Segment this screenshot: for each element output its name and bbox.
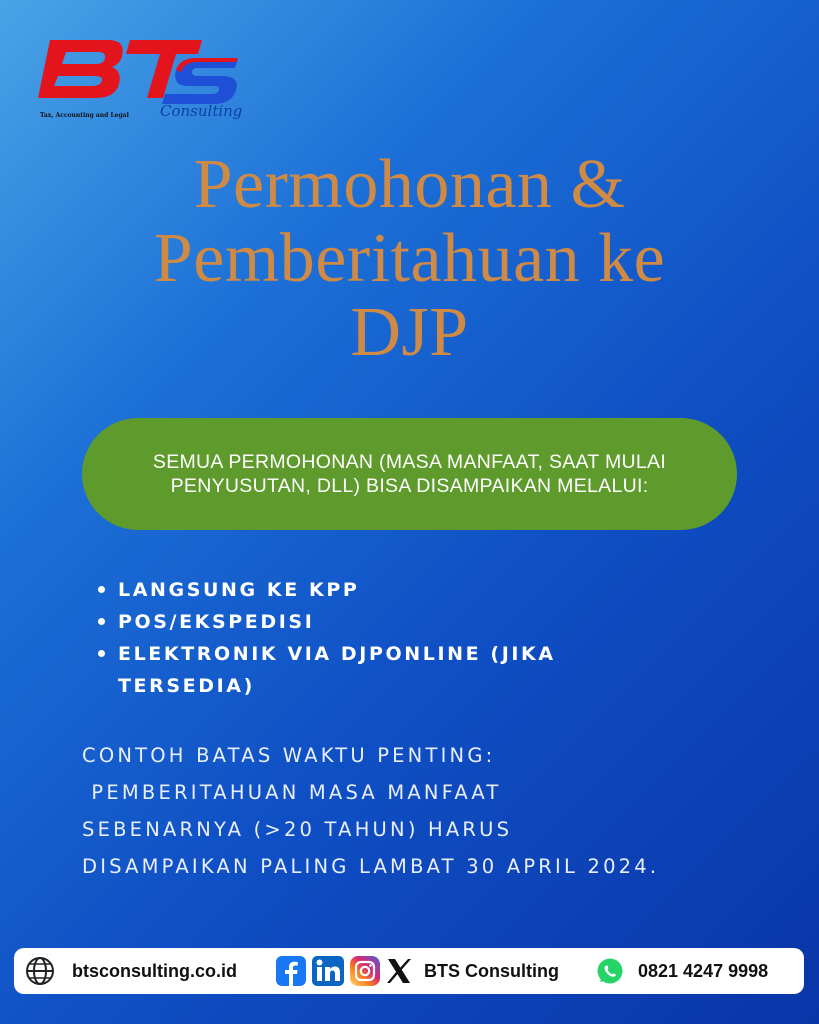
instagram-icon[interactable] xyxy=(350,956,380,986)
info-box xyxy=(82,418,737,530)
list-item xyxy=(96,638,696,702)
methods-list xyxy=(96,574,696,702)
note-line-3: SEBENARNYA (>20 TAHUN) HARUS xyxy=(82,818,513,841)
website-text: btsconsulting.co.id xyxy=(72,960,237,981)
note-line-4: DISAMPAIKAN PALING LAMBAT 30 APRIL 2024. xyxy=(82,855,660,878)
note-line-1: CONTOH BATAS WAKTU PENTING: xyxy=(82,744,496,767)
whatsapp-icon[interactable] xyxy=(596,957,624,985)
title-line-2: Pemberitahuan ke xyxy=(153,220,666,297)
title-line-1: Permohonan & xyxy=(193,146,626,223)
method-label: ELEKTRONIK VIA DJPONLINE (JIKA TERSEDIA) xyxy=(118,643,556,697)
title-line-3: DJP xyxy=(350,294,469,371)
x-icon[interactable] xyxy=(386,957,412,985)
bts-logo xyxy=(36,34,246,130)
note-line-2: PEMBERITAHUAN MASA MANFAAT xyxy=(82,781,502,804)
bullet-icon xyxy=(98,650,105,657)
list-item xyxy=(96,574,696,606)
bullet-icon xyxy=(98,586,105,593)
info-box-text: SEMUA PERMOHONAN (MASA MANFAAT, SAAT MULAI PENYUSUTAN, DLL) BISA DISAMPAIKAN MELALUI: xyxy=(152,451,667,497)
logo-tagline: Tax, Accounting and Legal xyxy=(40,112,129,119)
method-label: LANGSUNG KE KPP xyxy=(118,579,360,601)
website-link[interactable] xyxy=(24,955,237,987)
linkedin-icon[interactable] xyxy=(312,956,344,986)
method-label: POS/EKSPEDISI xyxy=(118,611,315,633)
facebook-icon[interactable] xyxy=(276,956,306,986)
logo-consulting: Consulting xyxy=(160,102,243,120)
social-name: BTS Consulting xyxy=(424,961,559,981)
deadline-note xyxy=(82,737,762,885)
list-item xyxy=(96,606,696,638)
page-title xyxy=(20,148,799,370)
phone-number[interactable]: 0821 4247 9998 xyxy=(638,961,769,981)
globe-icon xyxy=(24,955,56,987)
contact-bar xyxy=(14,948,804,994)
bullet-icon xyxy=(98,618,105,625)
